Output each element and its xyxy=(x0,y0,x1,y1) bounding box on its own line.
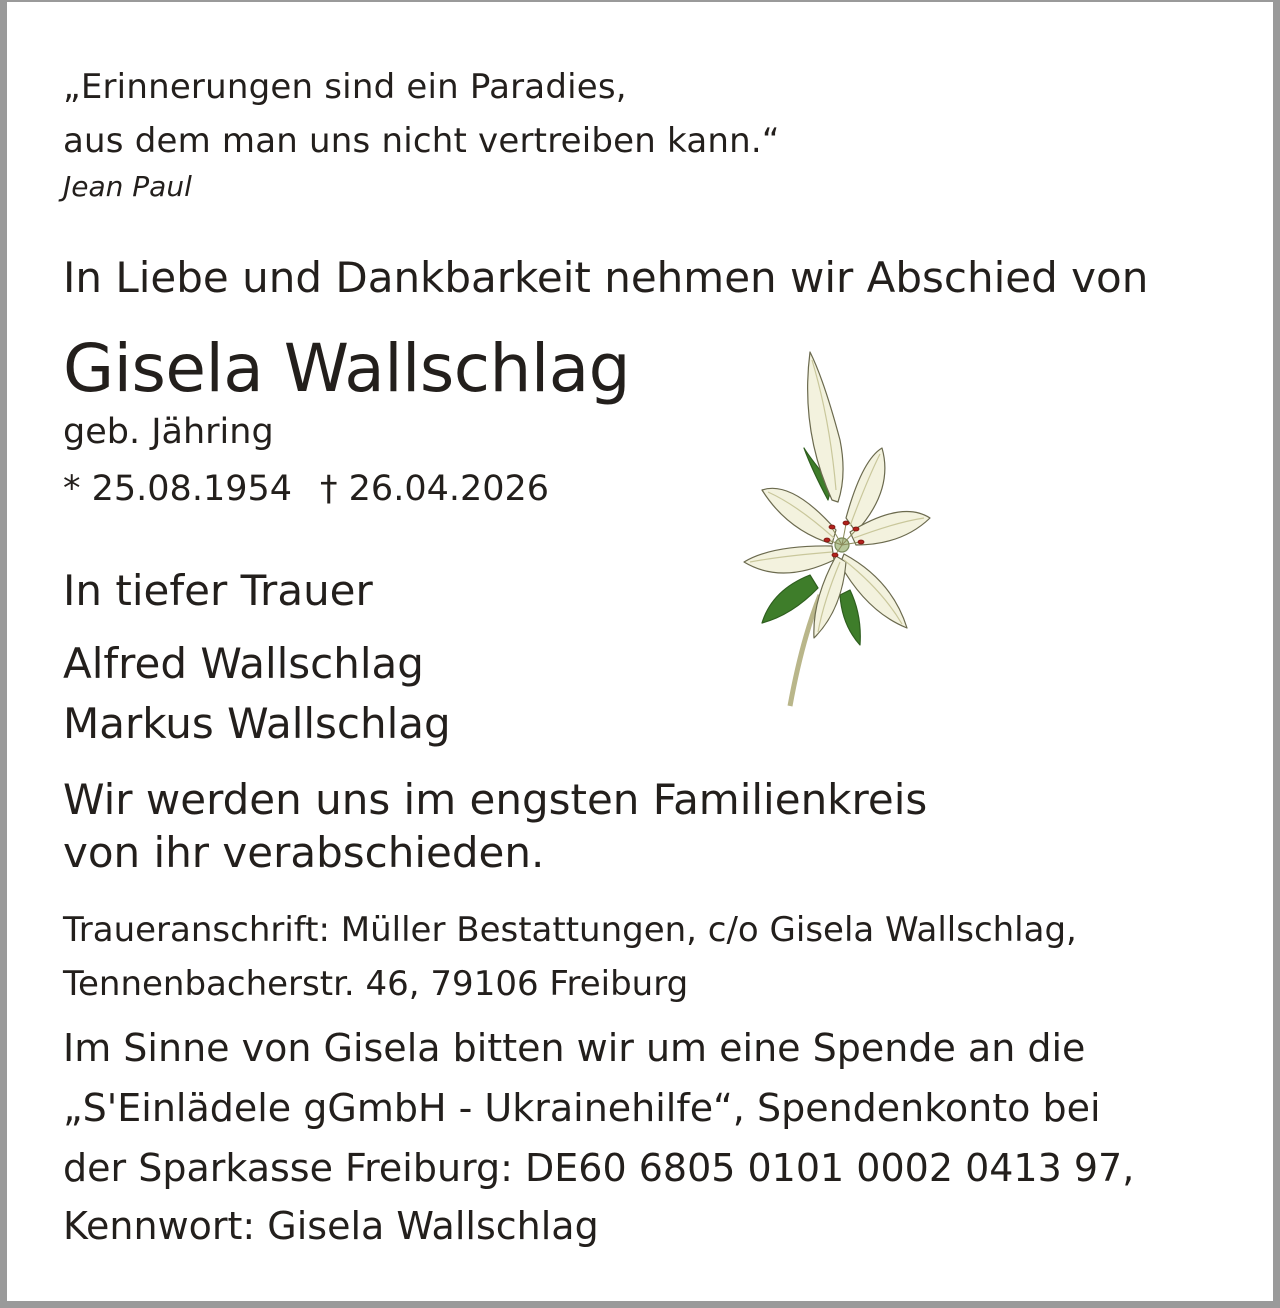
quote-line-2: aus dem man uns nicht vertreiben kann.“ xyxy=(63,121,780,161)
donation-line: der Sparkasse Freiburg: DE60 6805 0101 0002 0413 97, xyxy=(63,1146,1135,1190)
quote-line-1: „Erinnerungen sind ein Paradies, xyxy=(63,67,627,107)
family-member: Alfred Wallschlag xyxy=(63,639,424,688)
birth-date: * 25.08.1954 xyxy=(63,469,293,509)
donation-line: Kennwort: Gisela Wallschlag xyxy=(63,1204,599,1248)
family-member: Markus Wallschlag xyxy=(63,699,451,748)
donation-line: „S'Einlädele gGmbH - Ukrainehilfe“, Spendenkonto bei xyxy=(63,1086,1101,1130)
deceased-name: Gisela Wallschlag xyxy=(63,330,631,407)
lily-flower-icon xyxy=(732,340,947,718)
life-dates xyxy=(63,464,549,514)
death-date: † 26.04.2026 xyxy=(320,469,550,509)
intro-text: In Liebe und Dankbarkeit nehmen wir Abschied von xyxy=(63,253,1149,302)
mourning-address-line: Traueranschrift: Müller Bestattungen, c/o Gisela Wallschlag, xyxy=(63,910,1077,950)
quote-author: Jean Paul xyxy=(63,170,192,203)
donation-line: Im Sinne von Gisela bitten wir um eine Spende an die xyxy=(63,1026,1086,1070)
mourning-heading: In tiefer Trauer xyxy=(63,566,373,615)
birth-name: geb. Jähring xyxy=(63,412,274,452)
farewell-line: von ihr verabschieden. xyxy=(63,828,545,877)
farewell-line: Wir werden uns im engsten Familienkreis xyxy=(63,775,928,824)
mourning-address-line: Tennenbacherstr. 46, 79106 Freiburg xyxy=(63,964,689,1004)
